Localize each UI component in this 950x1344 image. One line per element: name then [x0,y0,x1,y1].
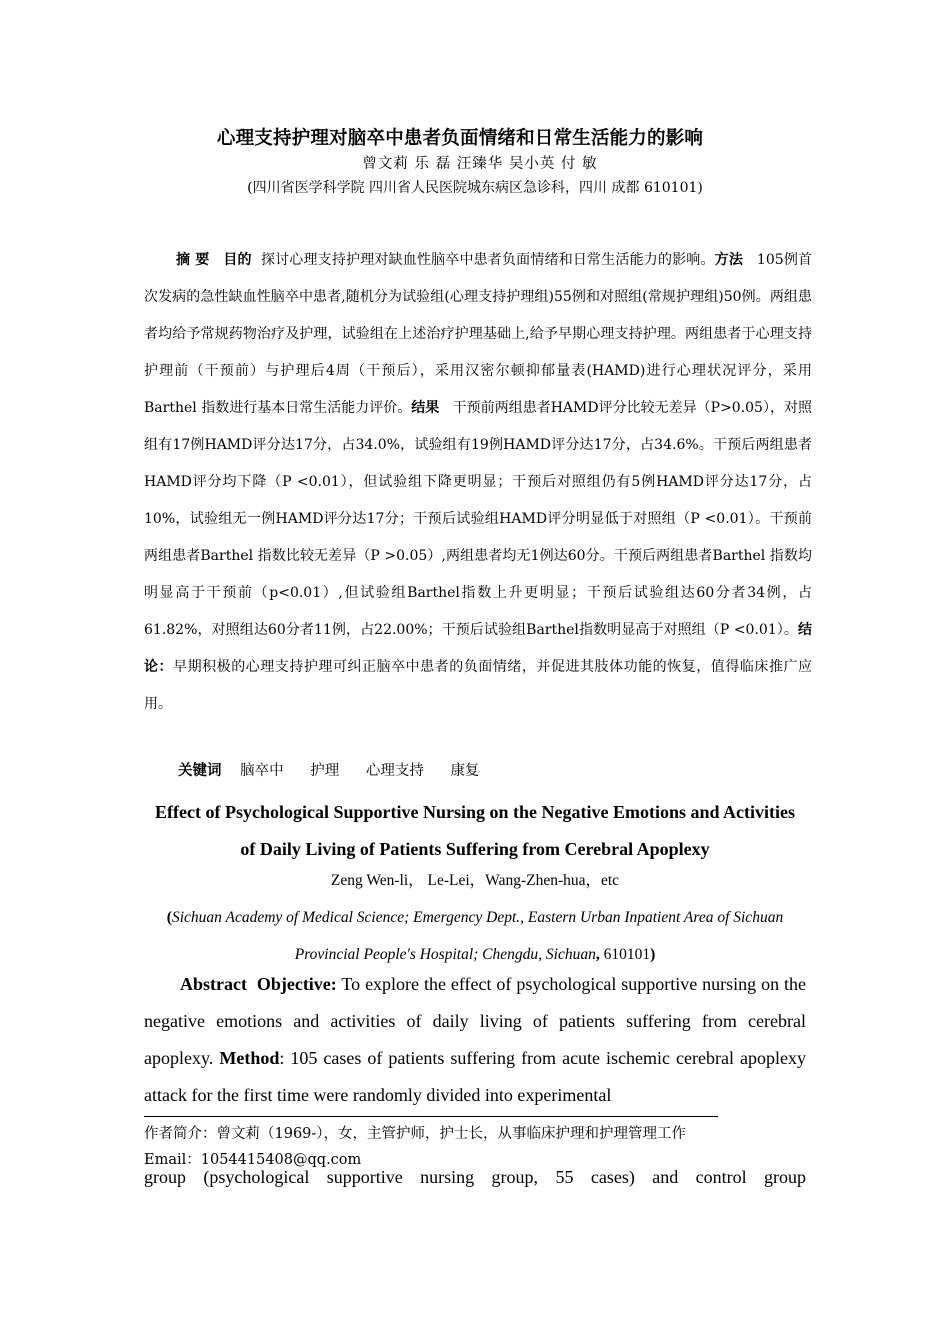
keyword: 护理 [310,763,340,779]
conclusion-text: 早期积极的心理支持护理可纠正脑卒中患者的负面情绪，并促进其肢体功能的恢复，值得临床推广应用。 [144,659,813,712]
english-affiliation-text: Sichuan Academy of Medical Science; Emergency Dept., Eastern Urban Inpatient Area of Sichuan Provincial People's Hospital; Chengdu, Sichuan [171,909,784,963]
method-text: 105例首次发病的急性缺血性脑卒中患者,随机分为试验组(心理支持护理组)55例和对照组(常规护理组)50例。两组患者均给予常规药物治疗及护理，试验组在上述治疗护理基础上,给予早期心理支持护理。两组患者于心理支持护理前（干预前）与护理后4周（干预后），采用汉密尔顿抑郁量表(HAMD)进行心理状况评分，采用Barthel 指数进行基本日常生活能力评价。 [144,252,813,416]
english-abstract [144,966,806,1114]
english-author-list: Zeng Wen-li， Le-Lei，Wang-Zhen-hua，etc [330,872,620,889]
author-intro: 作者简介：曾文莉（1969-），女，主管护师，护士长，从事临床护理和护理管理工作 [144,1126,687,1142]
author-list: 曾文莉 乐 磊 汪臻华 吴小英 付 敏 [362,156,598,172]
english-affiliation-postcode: 610101 [603,946,651,963]
objective-label: Objective: [256,974,337,994]
footnote [144,1121,686,1173]
abstract-label: 摘 要 [176,252,210,268]
english-abstract-continuation: group (psychological supportive nursing group, 55 cases) and control group [144,1167,806,1187]
chinese-abstract [144,242,812,723]
footnote-divider [144,1116,718,1117]
keyword: 康复 [450,763,480,779]
conclusion-label: 结论： [144,622,812,675]
english-abstract-body [144,966,806,1114]
objective-text: To explore the effect of psychological supportive nursing on the negative emotions and activities of daily living of patients suffering from cerebral apoplexy. [144,974,806,1068]
keywords-label: 关键词 [178,763,222,779]
chinese-abstract-body [144,242,812,723]
english-method-text: : 105 cases of patients suffering from acute ischemic cerebral apoplexy attack for the first time were randomly divided into experimental [144,1048,806,1105]
purpose-text: 探讨心理支持护理对缺血性脑卒中患者负面情绪和日常生活能力的影响。 [260,252,715,268]
method-label: 方法 [714,252,744,268]
keywords [178,759,501,780]
english-affiliation: (Sichuan Academy of Medical Science; Emergency Dept., Eastern Urban Inpatient Area of Sichuan Provincial People's Hospital; Chengdu, Sichuan, 610101) [166,909,784,963]
english-title: Effect of Psychological Supportive Nursing on the Negative Emotions and Activities of Daily Living of Patients Suffering from Cerebral Apoplexy [155,802,795,859]
keyword: 脑卒中 [240,763,284,779]
english-method-label: Method [219,1048,280,1068]
result-text: 干预前两组患者HAMD评分比较无差异（P>0.05），对照组有17例HAMD评分达17分，占34.0%，试验组有19例HAMD评分达17分，占34.6%。干预后两组患者HAMD评分均下降（P <0.01），但试验组下降更明显；干预后对照组仍有5例HAMD评分达17分，占10%，试验组无一例HAMD评分达17分；干预后试验组HAMD评分明显低于对照组（P <0.01）。干预前两组患者Barthel 指数比较无差异（P >0.05）,两组患者均无1例达60分。干预后两组患者Barthel 指数均明显高于干预前（p<0.01）,但试验组Barthel指数上升更明显；干预后试验组达60分者34例，占61.82%，对照组达60分者11例，占22.00%；干预后试验组Barthel指数明显高于对照组（P <0.01）。 [144,400,812,638]
affiliation: (四川省医学科学院 四川省人民医院城东病区急诊科，四川 成都 610101) [247,180,703,196]
author-email: Email：1054415408@qq.com [144,1152,362,1168]
keyword: 心理支持 [365,763,424,779]
purpose-label: 目的 [223,252,252,268]
paper-title: 心理支持护理对脑卒中患者负面情绪和日常生活能力的影响 [216,128,704,149]
english-abstract-label: Abstract [180,974,247,994]
result-label: 结果 [411,400,440,416]
